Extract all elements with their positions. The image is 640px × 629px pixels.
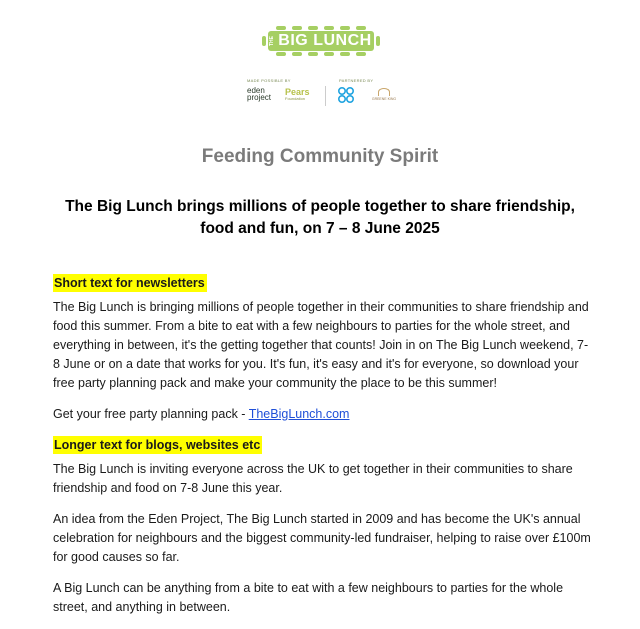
greene-king-logo: [371, 88, 397, 104]
page-headline: The Big Lunch brings millions of people together to share friendship, food and fun, on 7 – 8 June 2025: [65, 198, 575, 237]
eden-project-logo: [247, 87, 271, 101]
pears-name: Pears: [285, 87, 310, 97]
document-body: [53, 274, 593, 629]
big-lunch-link[interactable]: TheBigLunch.com: [248, 407, 350, 421]
partnered-label: PARTNERED BY: [339, 78, 374, 83]
partner-divider: [325, 86, 326, 106]
greene-king-label: GREENE KING: [371, 97, 397, 101]
pears-foundation-logo: [285, 88, 310, 101]
coop-icon: [338, 87, 354, 103]
short-text-heading: Short text for newsletters: [54, 276, 205, 290]
long-paragraph-2: An idea from the Eden Project, The Big Lunch started in 2009 and has become the UK's annual celebration for neighbours and the biggest community-led fundraiser, helping to raise over £100m for good causes so far.: [53, 512, 591, 564]
logo-wordmark: [262, 26, 380, 56]
pears-sub: Foundation: [285, 96, 306, 101]
logo-name: BIG LUNCH: [278, 32, 372, 49]
long-paragraph-1: The Big Lunch is inviting everyone across the UK to get together in their communities to share friendship and food on 7-8 June this year.: [53, 462, 573, 495]
big-lunch-logo: [262, 26, 380, 56]
eden-line2: project: [247, 93, 272, 102]
pack-text: Get your free party planning pack -: [53, 407, 249, 421]
short-text-paragraph: The Big Lunch is bringing millions of people together in their communities to share friendship and food this summer. From a bite to eat with a few neighbours to parties for the whole street, and everything in between, it's the getting together that counts! Join in on The Big Lunch weekend, 7-8 June or on a date that works for you. It's fun, it's easy and it's for everyone, so download your free party planning pack and make your community the place to be this summer!: [53, 300, 589, 390]
eden-line1: eden: [247, 86, 265, 95]
long-text-heading: Longer text for blogs, websites etc: [54, 438, 261, 452]
hands-icon: [378, 88, 390, 96]
page-subtitle: Feeding Community Spirit: [201, 146, 439, 167]
long-paragraph-3: A Big Lunch can be anything from a bite to eat with a few neighbours to parties for the whole street, and anything in between.: [53, 581, 564, 614]
pack-line: [53, 405, 593, 424]
logo-prefix: THE: [269, 36, 276, 46]
made-possible-label: MADE POSSIBLE BY: [247, 78, 291, 83]
partners-strip: [0, 78, 640, 108]
